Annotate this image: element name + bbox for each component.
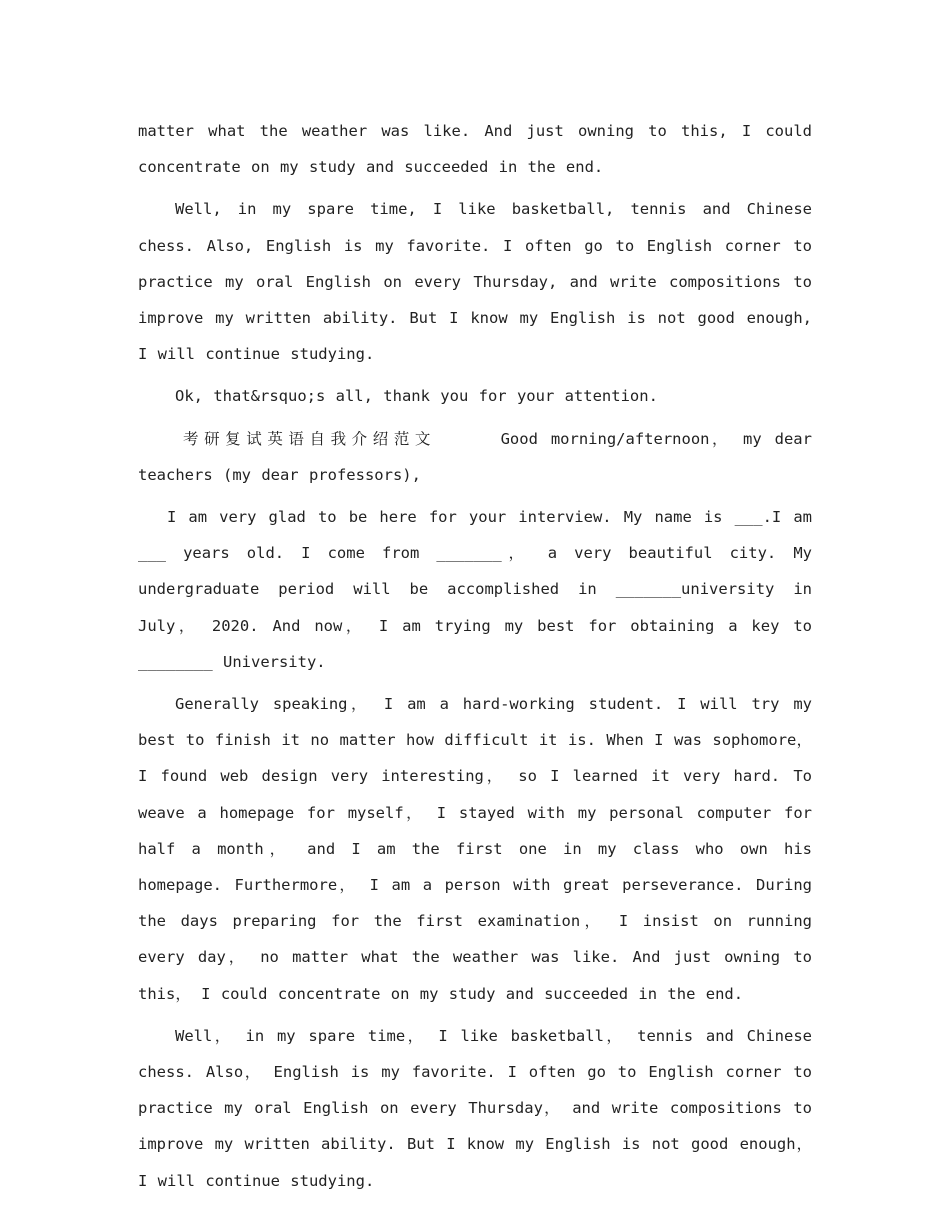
document-body — [138, 113, 812, 1205]
paragraph-4 — [138, 421, 812, 493]
paragraph-5: I am very glad to be here for your interview. My name is ___.I am ___ years old. I come from _______， a very beautiful city. My undergraduate period will be accomplished in _______university in July， 2020. And now， I am trying my best for obtaining a key to ________ University. — [138, 508, 812, 671]
paragraph-7: Well， in my spare time， I like basketball， tennis and Chinese chess. Also， English is my favorite. I often go to English corner to practice my oral English on every Thursday， and write compositions to improve my written ability. But I know my English is not good enough， I will continue studying. — [138, 1026, 812, 1190]
greeting-text: Good morning/afternoon， my dear teachers (my dear professors), — [138, 429, 812, 484]
section-heading: 考研复试英语自我介绍范文 — [183, 429, 437, 448]
paragraph-6: Generally speaking， I am a hard-working student. I will try my best to finish it no matter how difficult it is. When I was sophomore， I found web design very interesting， so I learned it very hard. To weave a homepage for myself， I stayed with my personal computer for half a month， and I am the first one in my class who own his homepage. Furthermore， I am a person with great perseverance. During the days preparing for the first examination， I insist on running every day， no matter what the weather was like. And just owning to this， I could concentrate on my study and succeeded in the end. — [138, 695, 812, 1003]
paragraph-1: matter what the weather was like. And just owning to this, I could concentrate on my study and succeeded in the end. — [138, 122, 812, 177]
paragraph-2: Well, in my spare time, I like basketball, tennis and Chinese chess. Also, English is my favorite. I often go to English corner to practice my oral English on every Thursday, and write compositions to improve my written ability. But I know my English is not good enough, I will continue studying. — [138, 200, 812, 364]
paragraph-3: Ok, that&rsquo;s all, thank you for your attention. — [175, 387, 658, 406]
